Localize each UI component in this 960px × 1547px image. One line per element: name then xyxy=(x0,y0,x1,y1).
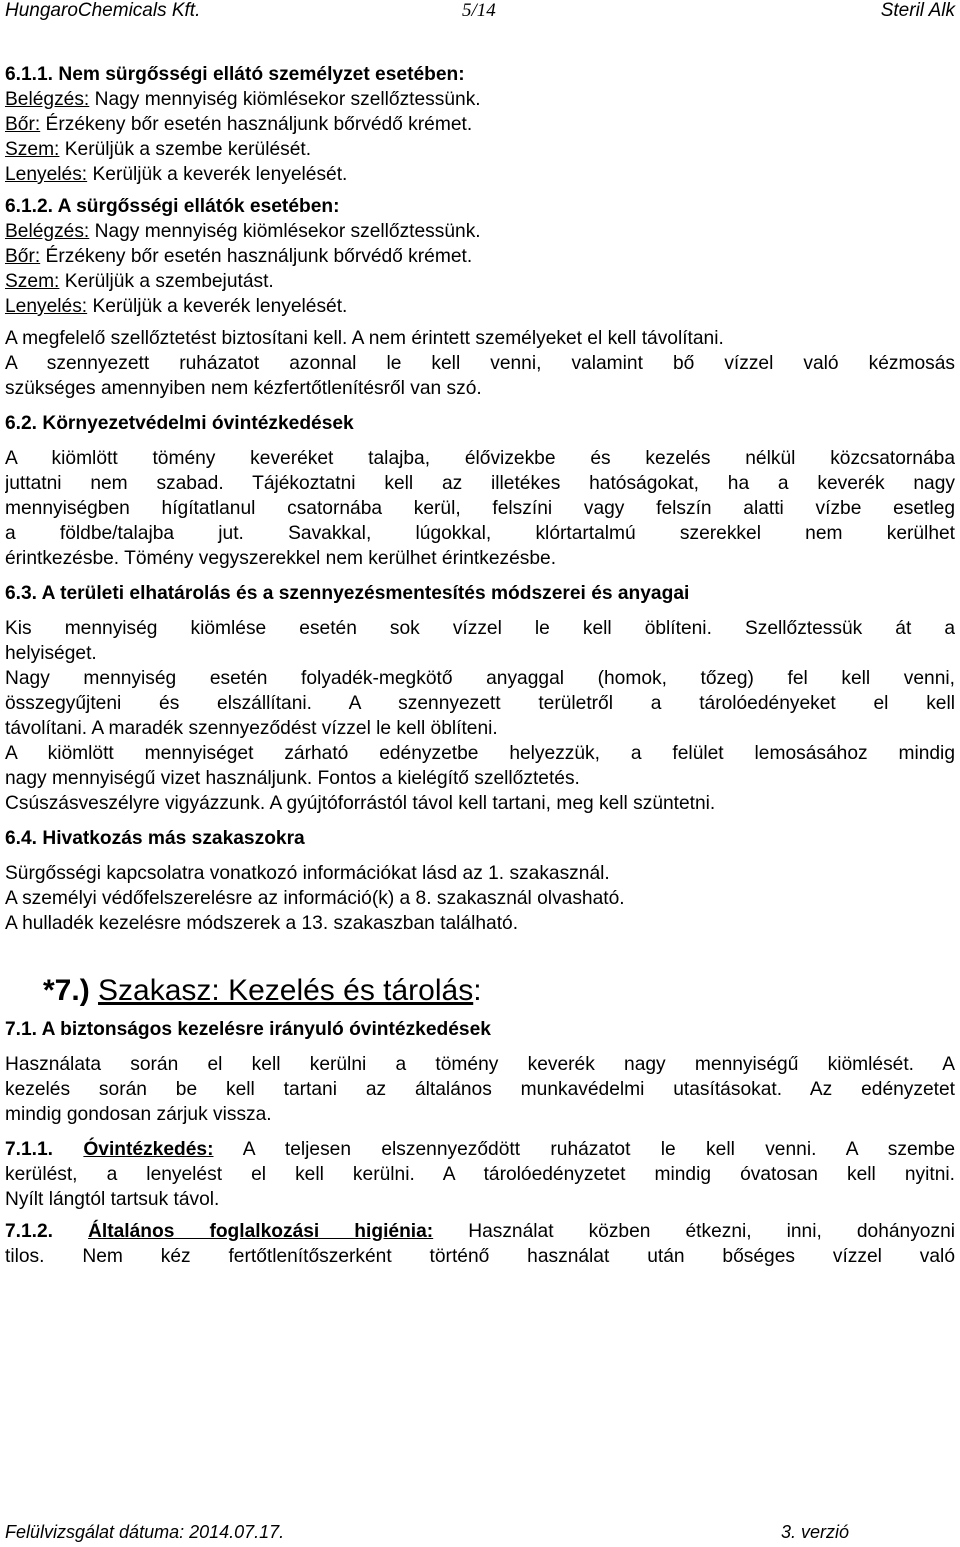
page-header xyxy=(0,0,960,26)
section-7-prefix: *7.) xyxy=(43,974,99,1007)
text: Nagy mennyiség kiömlésekor szellőztessünk. xyxy=(89,89,481,110)
text: Érzékeny bőr esetén használjunk bőrvédő krémet. xyxy=(40,246,473,267)
s62-line-4: a földbe/talajba jut. Savakkal, lúgokkal, klórtartalmú szerekkel nem kerülhet xyxy=(5,523,955,544)
general-line-3: szükséges amennyiben nem kézfertőtlenítésről van szó. xyxy=(5,378,482,399)
text: Kerüljük a keverék lenyelését. xyxy=(87,296,348,317)
s612-inhalation xyxy=(5,219,955,244)
section-7-1-title: 7.1. A biztonságos kezelésre irányuló óvintézkedések xyxy=(5,1019,491,1040)
section-6-3-title: 6.3. A területi elhatárolás és a szennyezésmentesítés módszerei és anyagai xyxy=(5,583,690,604)
s63-line-4: összegyűjteni és elszállítani. A szennyezett területről a tárolóedényeket el kell xyxy=(5,693,955,714)
s612-ingestion xyxy=(5,294,955,319)
s611-ingestion xyxy=(5,162,955,187)
label: Szem: xyxy=(5,139,60,160)
section-6-1-1-title: 6.1.1. Nem sürgősségi ellátó személyzet esetében: xyxy=(5,64,465,85)
s64-line-1: Sürgősségi kapcsolatra vonatkozó információkat lásd az 1. szakasznál. xyxy=(5,863,610,884)
s64-line-3: A hulladék kezelésre módszerek a 13. szakaszban található. xyxy=(5,913,519,934)
s612-eye xyxy=(5,269,955,294)
s63-line-8: Csúszásveszélyre vigyázzunk. A gyújtóforrástól távol kell tartani, meg kell szüntetni. xyxy=(5,793,716,814)
s612-skin xyxy=(5,244,955,269)
company-name: HungaroChemicals Kft. xyxy=(5,0,201,21)
s71-line-1: Használata során el kell kerülni a tömény keverék nagy mennyiségű kiömlését. A xyxy=(5,1054,955,1075)
s712-line-1 xyxy=(5,1219,955,1244)
revision-date: Felülvizsgálat dátuma: 2014.07.17. xyxy=(5,1522,285,1542)
section-7-heading xyxy=(5,972,955,1010)
label: Bőr: xyxy=(5,246,41,267)
s711-line-2: kerülést, a lenyelést el kell kerülni. A tárolóedényzetet mindig óvatosan kell nyitni. xyxy=(5,1164,955,1185)
s62-line-5: érintkezésbe. Tömény vegyszerekkel nem kerülhet érintkezésbe. xyxy=(5,548,557,569)
section-6-4-title: 6.4. Hivatkozás más szakaszokra xyxy=(5,828,305,849)
label: Bőr: xyxy=(5,114,41,135)
s71-line-3: mindig gondosan zárjuk vissza. xyxy=(5,1104,272,1125)
general-line-1: A megfelelő szellőztetést biztosítani kell. A nem érintett személyeket el kell távolítani. xyxy=(5,328,724,349)
s64-line-2: A személyi védőfelszerelésre az információ(k) a 8. szakasznál olvasható. xyxy=(5,888,625,909)
s63-line-7: nagy mennyiségű vizet használjunk. Fontos a kielégítő szellőztetés. xyxy=(5,768,580,789)
text: Nagy mennyiség kiömlésekor szellőztessünk. xyxy=(89,221,481,242)
section-6-1-2-title: 6.1.2. A sürgősségi ellátók esetében: xyxy=(5,196,340,217)
version: 3. verzió xyxy=(781,1522,850,1542)
label: Belégzés: xyxy=(5,89,90,110)
text: Érzékeny bőr esetén használjunk bőrvédő krémet. xyxy=(40,114,473,135)
s63-line-5: távolítani. A maradék szennyeződést vízzel le kell öblíteni. xyxy=(5,718,498,739)
section-6-2-title: 6.2. Környezetvédelmi óvintézkedések xyxy=(5,413,354,434)
page-number: 5/14 xyxy=(462,0,496,21)
s611-skin xyxy=(5,112,955,137)
label: Lenyelés: xyxy=(5,296,88,317)
text: Kerüljük a szembe kerülését. xyxy=(59,139,312,160)
s63-line-6: A kiömlött mennyiséget zárható edényzetbe helyezzük, a felület lemosásához mindig xyxy=(5,743,955,764)
s611-eye xyxy=(5,137,955,162)
label: Belégzés: xyxy=(5,221,90,242)
text: Kerüljük a szembejutást. xyxy=(59,271,274,292)
s712-number: 7.1.2. xyxy=(5,1221,89,1242)
s63-line-2: helyiséget. xyxy=(5,643,97,664)
s711-text: A teljesen elszennyeződött ruházatot le kell venni. A szembe xyxy=(213,1139,955,1160)
document-body xyxy=(5,62,955,1269)
s62-line-2: juttatni nem szabad. Tájékoztatni kell az illetékes hatóságokat, ha a keverék nagy xyxy=(5,473,955,494)
s711-number: 7.1.1. xyxy=(5,1139,84,1160)
text: Kerüljük a keverék lenyelését. xyxy=(87,164,348,185)
s63-line-3: Nagy mennyiség esetén folyadék-megkötő anyaggal (homok, tőzeg) fel kell venni, xyxy=(5,668,955,689)
s63-line-1: Kis mennyiség kiömlése esetén sok vízzel le kell öblíteni. Szellőztessük át a xyxy=(5,618,955,639)
section-7-title: Szakasz: Kezelés és tárolás xyxy=(98,974,474,1007)
s712-text: Használat közben étkezni, inni, dohányozni xyxy=(433,1221,955,1242)
label: Szem: xyxy=(5,271,60,292)
label: Lenyelés: xyxy=(5,164,88,185)
s62-line-3: mennyiségben hígítatlanul csatornába kerül, felszíni vagy felszín alatti vízbe esetleg xyxy=(5,498,955,519)
general-line-2: A szennyezett ruházatot azonnal le kell venni, valamint bő vízzel való kézmosás xyxy=(5,353,955,374)
section-7-suffix: : xyxy=(473,974,482,1007)
s712-label: Általános foglalkozási higiénia: xyxy=(88,1221,434,1242)
product-name: Steril Alk xyxy=(880,0,955,21)
s712-line-2: tilos. Nem kéz fertőtlenítőszerként történő használat után bőséges vízzel való xyxy=(5,1246,955,1267)
s711-label: Óvintézkedés: xyxy=(83,1139,214,1160)
s71-line-2: kezelés során be kell tartani az általános munkavédelmi utasításokat. Az edényzetet xyxy=(5,1079,955,1100)
s611-inhalation xyxy=(5,87,955,112)
s711-line-1 xyxy=(5,1137,955,1162)
s62-line-1: A kiömlött tömény keveréket talajba, élővizekbe és kezelés nélkül közcsatornába xyxy=(5,448,955,469)
s711-line-3: Nyílt lángtól tartsuk távol. xyxy=(5,1189,220,1210)
